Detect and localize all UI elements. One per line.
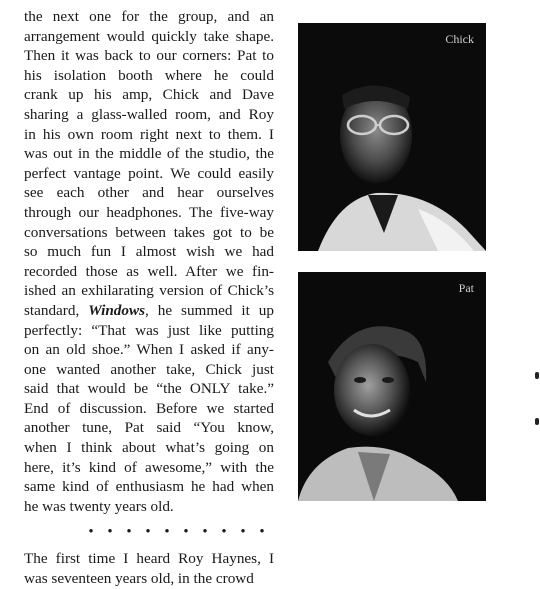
text-line: another tune, Pat said “You know, xyxy=(24,419,274,437)
text-segment: standard, xyxy=(24,301,89,319)
text-line: same kind of enthusiasm he had when xyxy=(24,478,274,496)
body-text-column xyxy=(24,7,274,589)
photo-caption-chick: Chick xyxy=(445,32,474,46)
text-line: was out in the middle of the studio, the xyxy=(24,145,274,163)
song-title: Windows xyxy=(88,301,146,319)
text-line: his isolation booth where he could xyxy=(24,66,274,84)
photo-pat xyxy=(298,272,486,501)
page-edge-mark xyxy=(535,418,539,425)
text-line: crank up his amp, Chick and Dave xyxy=(24,86,274,104)
text-line: perfectly: “That was just like putting xyxy=(24,321,274,339)
text-line: was seventeen years old, in the crowd xyxy=(24,570,254,588)
text-line: sharing a glass-walled room, and Roy xyxy=(24,105,274,123)
text-line: conversations between takes got to be xyxy=(24,223,274,241)
text-line: ished an exhilarating version of Chick’s xyxy=(24,282,274,300)
text-line: recorded those as well. After we fin- xyxy=(24,262,274,280)
photo-caption-pat: Pat xyxy=(458,281,474,295)
text-line: one wanted another take, Chick just xyxy=(24,360,274,378)
text-line: see each other and hear ourselves xyxy=(24,184,274,202)
pat-portrait-image xyxy=(298,272,486,501)
text-line: he was twenty years old. xyxy=(24,497,174,515)
text-line: through our headphones. The five-way xyxy=(24,203,274,221)
text-line: arrangement would quickly take shape. xyxy=(24,27,274,45)
text-line: when I think about what’s going on xyxy=(24,439,274,457)
text-line xyxy=(24,301,274,321)
photo-chick xyxy=(298,23,486,251)
text-line: Then it was back to our corners: Pat to xyxy=(24,47,274,65)
text-line: said that would be “the ONLY take.” xyxy=(24,380,274,398)
text-line: perfect vantage point. We could easily xyxy=(24,164,274,182)
text-segment: , he summed it up xyxy=(145,301,274,319)
text-line: the next one for the group, and an xyxy=(24,8,274,25)
text-line: in his own room right next to them. I xyxy=(24,125,274,143)
section-separator: • • • • • • • • • • xyxy=(88,524,270,541)
paragraph-2 xyxy=(24,549,274,588)
text-line: The first time I heard Roy Haynes, I xyxy=(24,550,274,568)
text-line: so much fun I almost wish we had xyxy=(24,243,274,261)
chick-portrait-image xyxy=(298,23,486,251)
page-edge-mark xyxy=(535,372,539,379)
text-line: End of discussion. Before we started xyxy=(24,399,274,417)
text-line: here, it’s kind of awesome,” with the xyxy=(24,458,274,476)
text-line: on an old shoe.” When I asked if any- xyxy=(24,341,274,359)
paragraph-1 xyxy=(24,7,274,516)
